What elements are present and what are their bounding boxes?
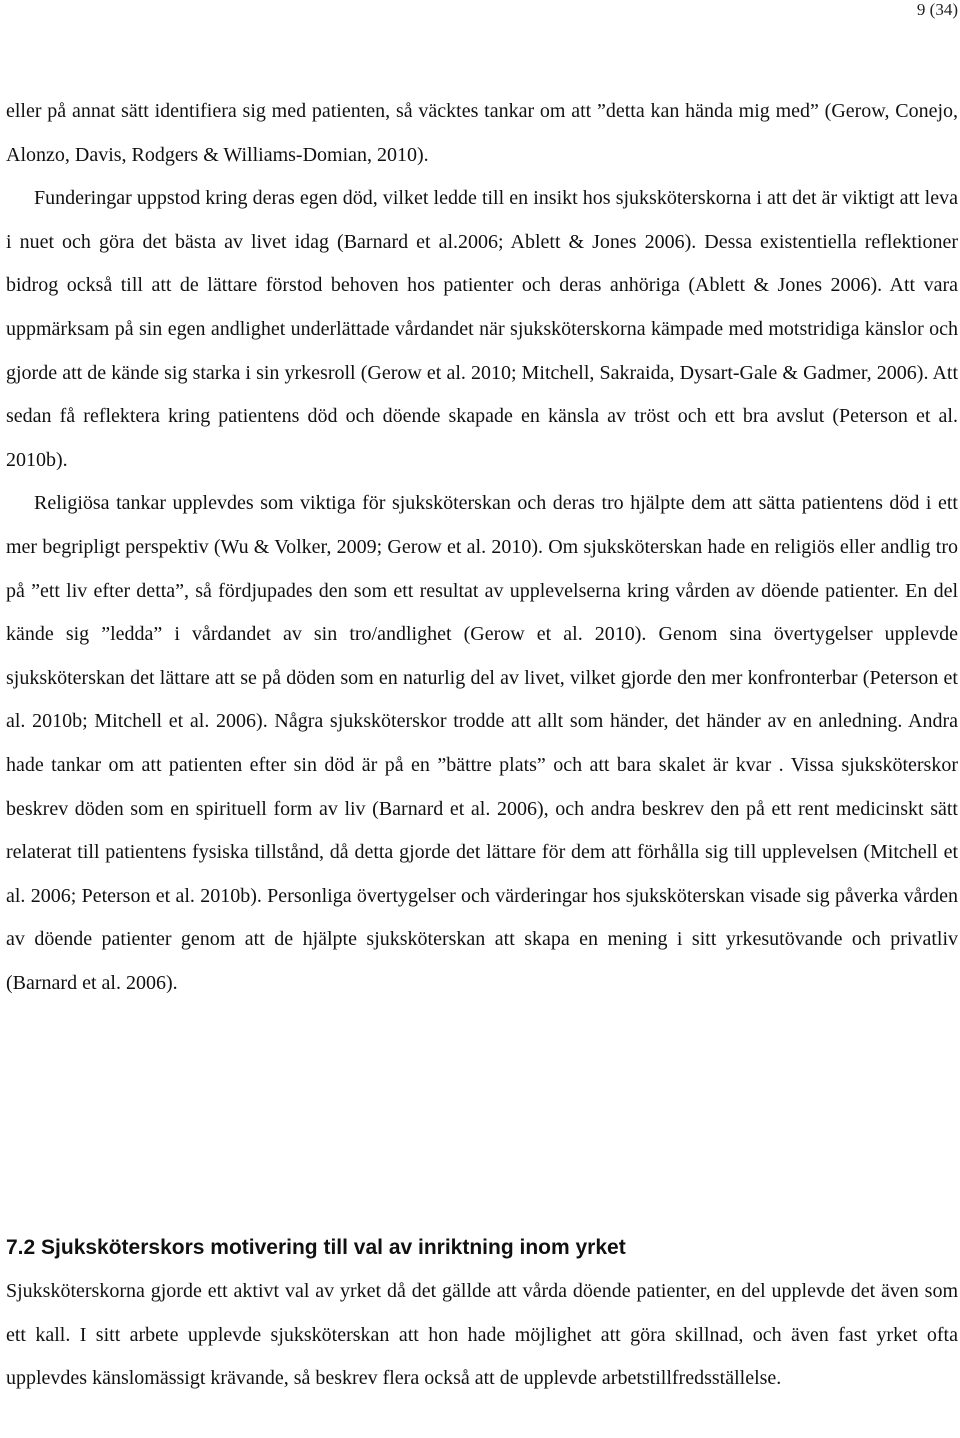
motivation-section-body xyxy=(6,1270,958,1401)
section-heading: 7.2 Sjuksköterskors motivering till val av inriktning inom yrket xyxy=(6,1236,626,1259)
paragraph-religious-thoughts: Religiösa tankar upplevdes som viktiga för sjuksköterskan och deras tro hjälpte dem att sätta patientens död i ett mer begripligt perspektiv (Wu & Volker, 2009; Gerow et al. 2010). Om sjuksköterskan hade en religiös eller andlig tro på ”ett liv efter detta”, så fördjupades den som ett resultat av upplevelserna kring vården av döende patienter. En del kände sig ”ledda” i vårdandet av sin tro/andlighet (Gerow et al. 2010). Genom sina övertygelser upplevde sjuksköterskan det lättare att se på döden som en naturlig del av livet, vilket gjorde den mer konfronterbar (Peterson et al. 2010b; Mitchell et al. 2006). Några sjuksköterskor trodde att allt som händer, det händer av en anledning. Andra hade tankar om att patienten efter sin död är på en ”bättre plats” och att bara skalet är kvar . Vissa sjuksköterskor beskrev döden som en spirituell form av liv (Barnard et al. 2006), och andra beskrev den på ett rent medicinskt sätt relaterat till patientens fysiska tillstånd, då detta gjorde det lättare för dem att förhålla sig till upplevelsen (Mitchell et al. 2006; Peterson et al. 2010b). Personliga övertygelser och värderingar hos sjuksköterskan visade sig påverka vården av döende patienter genom att de hjälpte sjuksköterskan att skapa en mening i sitt yrkesutövande och privatliv (Barnard et al. 2006). xyxy=(6,492,958,994)
paragraph-existential-reflections: Funderingar uppstod kring deras egen död, vilket ledde till en insikt hos sjuksköterskorna i att det är viktigt att leva i nuet och göra det bästa av livet idag (Barnard et al.2006; Ablett & Jones 2006). Dessa existentiella reflektioner bidrog också till att de lättare förstod behoven hos patienter och deras anhöriga (Ablett & Jones 2006). Att vara uppmärksam på sin egen andlighet underlättade vårdandet när sjuksköterskorna kämpade med motstridiga känslor och gjorde att de kände sig starka i sin yrkesroll (Gerow et al. 2010; Mitchell, Sakraida, Dysart-Gale & Gadmer, 2006). Att sedan få reflektera kring patientens död och döende skapade en känsla av tröst och ett bra avslut (Peterson et al. 2010b). xyxy=(6,187,958,471)
paragraph-career-choice: Sjuksköterskorna gjorde ett aktivt val av yrket då det gällde att vårda döende patienter, en del upplevde det även som ett kall. I sitt arbete upplevde sjuksköterskan att hon hade möjlighet att göra skillnad, och även fast yrket ofta upplevdes känslomässigt krävande, så beskrev flera också att de upplevde arbetstillfredsställelse. xyxy=(6,1280,958,1390)
page-number: 9 (34) xyxy=(916,0,958,19)
paragraph-continuation: eller på annat sätt identifiera sig med patienten, så väcktes tankar om att ”detta kan hända mig med” (Gerow, Conejo, Alonzo, Davis, Rodgers & Williams-Domian, 2010). xyxy=(6,100,958,166)
results-section-body xyxy=(6,90,958,1005)
